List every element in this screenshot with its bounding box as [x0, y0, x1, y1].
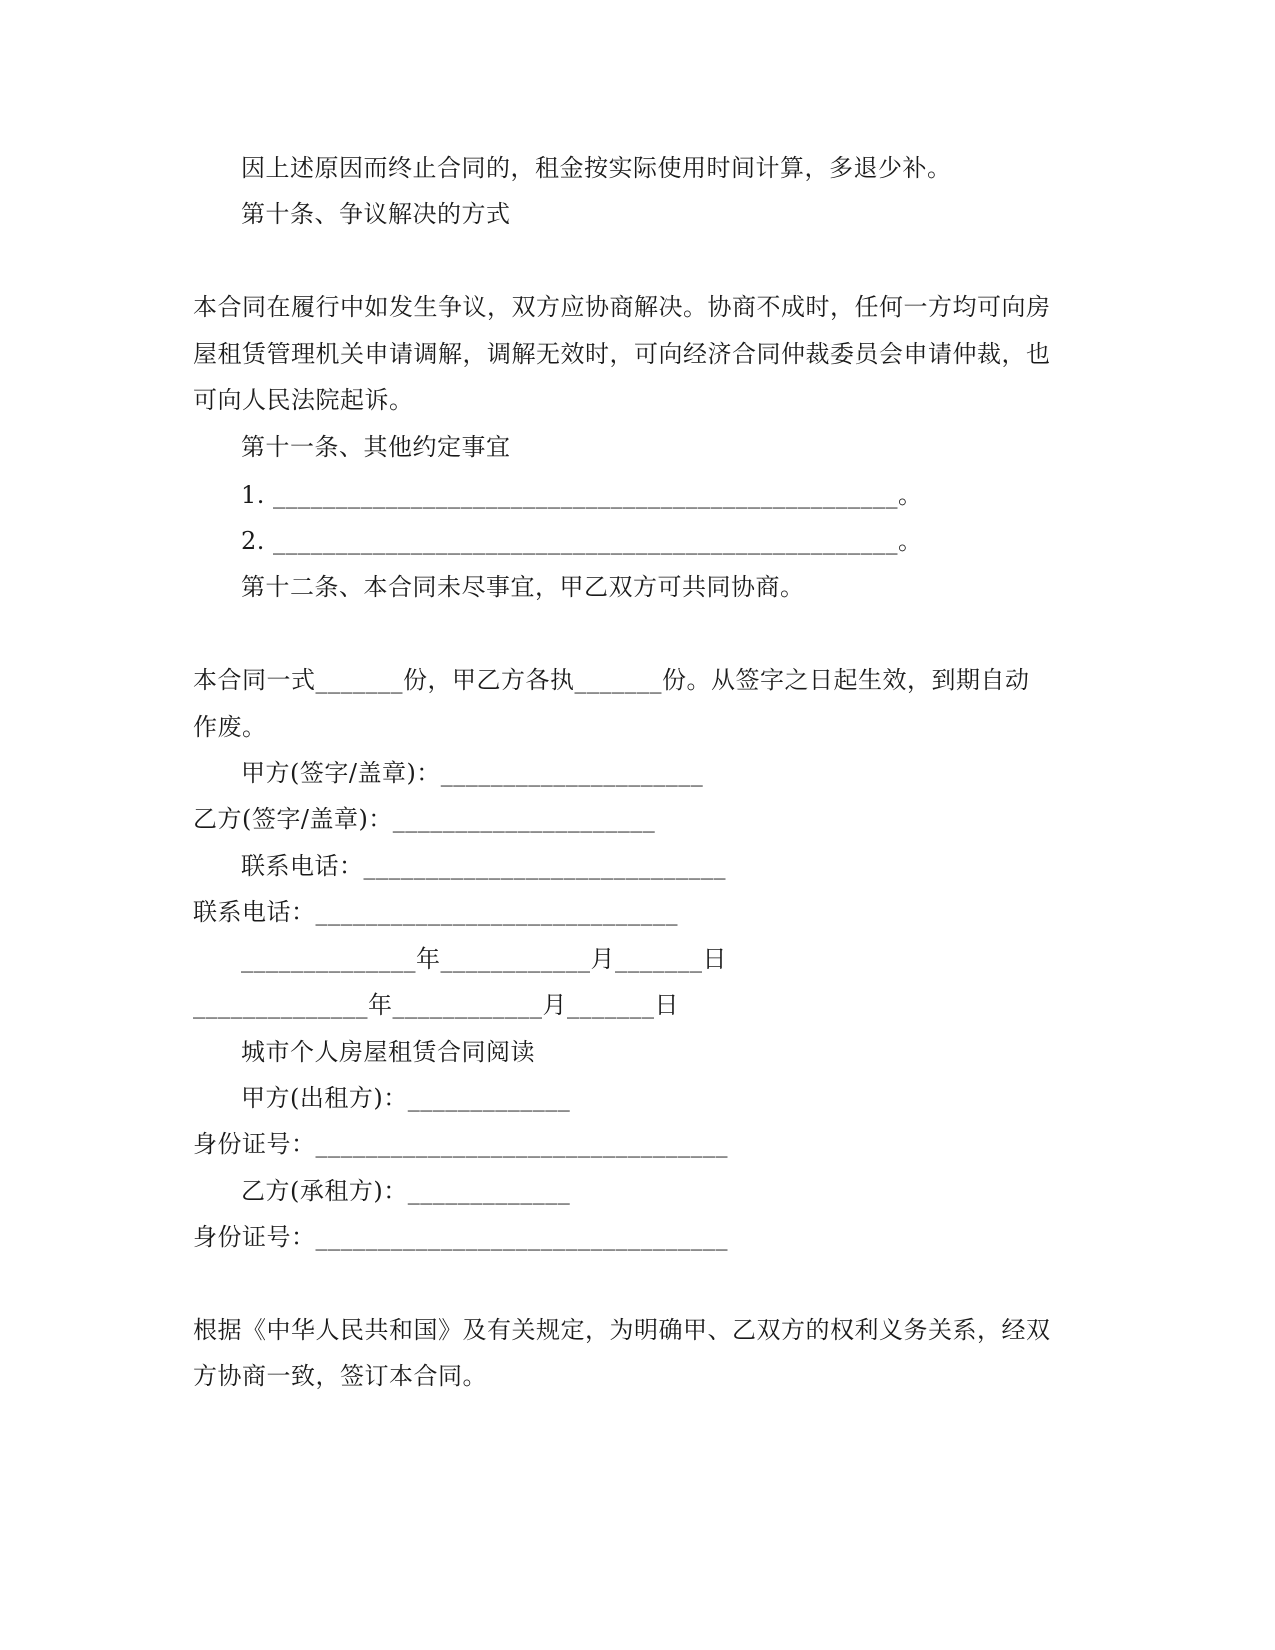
- paragraph-line: 屋租赁管理机关申请调解，调解无效时，可向经济合同仲裁委员会申请仲裁，也: [193, 340, 1051, 368]
- section-heading: 第十条、争议解决的方式: [241, 200, 511, 228]
- paragraph-line: 本合同一式_______份，甲乙方各执_______份。从签字之日起生效，到期自动: [193, 666, 1030, 694]
- contract-title: 城市个人房屋租赁合同阅读: [241, 1038, 535, 1066]
- paragraph-line: 根据《中华人民共和国》及有关规定，为明确甲、乙双方的权利义务关系，经双: [193, 1316, 1051, 1344]
- lessor-line: 甲方(出租方)：_____________: [241, 1084, 571, 1112]
- section-heading: 第十二条、本合同未尽事宜，甲乙双方可共同协商。: [241, 573, 805, 601]
- party-a-date-line: ______________年____________月_______日: [241, 945, 727, 973]
- party-b-phone-line: 联系电话：_____________________________: [193, 898, 678, 926]
- paragraph-line: 可向人民法院起诉。: [193, 386, 414, 414]
- party-b-signature-line: 乙方(签字/盖章)：_____________________: [193, 805, 656, 833]
- lessee-line: 乙方(承租方)：_____________: [241, 1177, 571, 1205]
- blank-line-item-2: 2. __________________________________________________。: [241, 527, 923, 555]
- paragraph-line: 因上述原因而终止合同的，租金按实际使用时间计算，多退少补。: [241, 154, 952, 182]
- party-b-date-line: ______________年____________月_______日: [193, 991, 679, 1019]
- blank-line-item-1: 1. __________________________________________________。: [241, 481, 923, 509]
- paragraph-line: 作废。: [193, 713, 267, 741]
- paragraph-line: 本合同在履行中如发生争议，双方应协商解决。协商不成时，任何一方均可向房: [193, 293, 1051, 321]
- section-heading: 第十一条、其他约定事宜: [241, 433, 511, 461]
- lessee-id-line: 身份证号：_________________________________: [193, 1223, 728, 1251]
- paragraph-line: 方协商一致，签订本合同。: [193, 1362, 487, 1390]
- lessor-id-line: 身份证号：_________________________________: [193, 1130, 728, 1158]
- party-a-signature-line: 甲方(签字/盖章)：_____________________: [241, 759, 704, 787]
- party-a-phone-line: 联系电话：_____________________________: [241, 852, 726, 880]
